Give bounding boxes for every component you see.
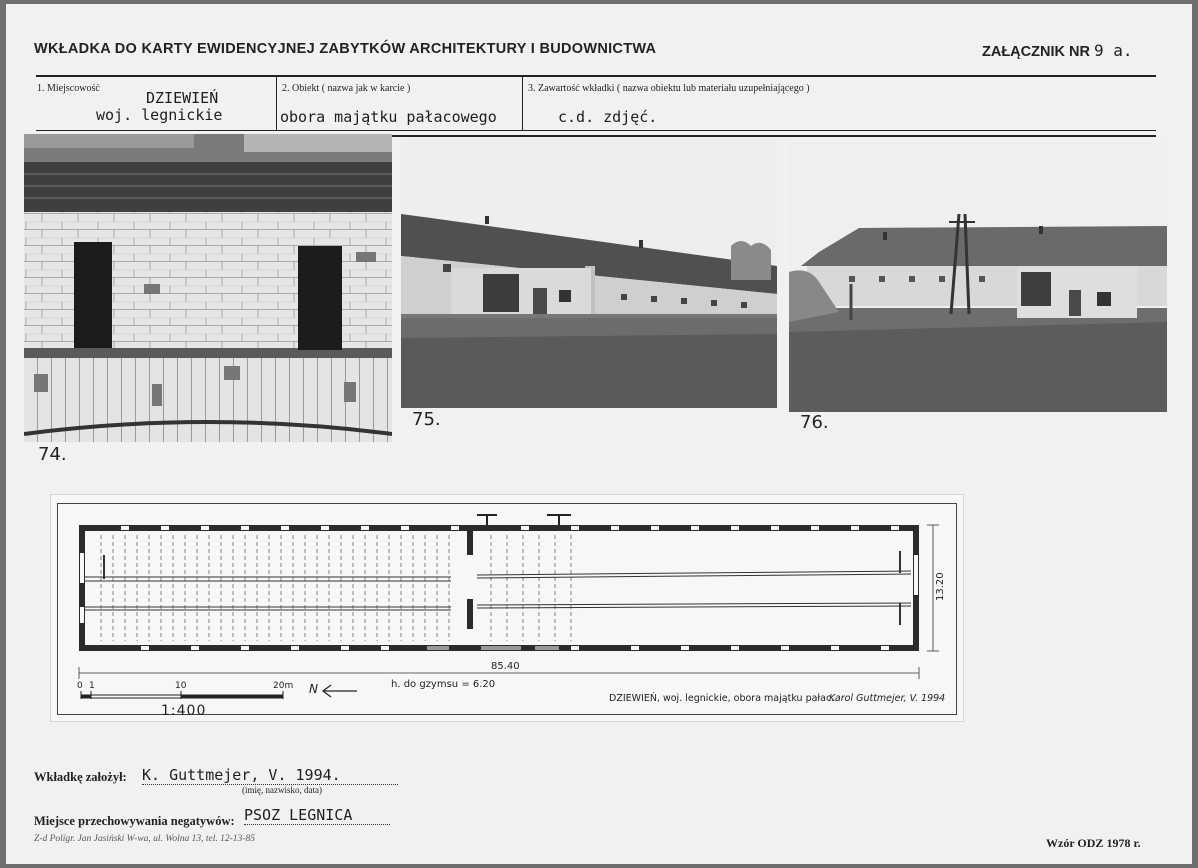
- locality-value: DZIEWIEŃ: [146, 89, 219, 107]
- contents-label: 3. Zawartość wkładki ( nazwa obiektu lub materiału uzupełniającego ): [528, 83, 810, 94]
- photo-75-number: 75.: [412, 409, 441, 430]
- founder-label: Wkładkę założył:: [34, 770, 127, 784]
- scale-tick-20m: 20m: [273, 681, 294, 691]
- annex-prefix: ZAŁĄCZNIK NR: [982, 44, 1090, 60]
- locality-label: 1. Miejscowość: [37, 83, 100, 94]
- photo-76-number: 76.: [800, 412, 829, 433]
- founder-hint: (imię, nazwisko, data): [242, 785, 322, 795]
- contents-value: c.d. zdjęć.: [558, 108, 658, 126]
- annex-label: [982, 41, 1133, 60]
- floor-plan-sheet: [50, 494, 964, 722]
- photo-76: [789, 142, 1167, 412]
- scale-tick-1: 1: [89, 681, 95, 691]
- printer-note: Z-d Polígr. Jan Jasiński W-wa, ul. Wolna 13, tel. 12-13-85: [34, 834, 255, 844]
- founder-value: K. Guttmejer, V. 1994.: [142, 766, 398, 785]
- scale-tick-10: 10: [175, 681, 187, 691]
- plan-caption: DZIEWIEŃ, woj. legnickie, obora majątku pałac.: [609, 693, 835, 704]
- column-divider-1: [276, 76, 277, 130]
- table-top-rule: [36, 75, 1156, 77]
- floor-plan: [51, 495, 963, 721]
- column-divider-2: [522, 76, 523, 130]
- object-value: obora majątku pałacowego: [280, 108, 497, 126]
- photo-74: [24, 134, 392, 442]
- plan-author: Karol Guttmejer, V. 1994: [829, 693, 946, 704]
- record-card: [6, 4, 1192, 864]
- eaves-height-note: h. do gzymsu = 6.20: [391, 679, 496, 690]
- annex-number: 9 a.: [1093, 41, 1133, 60]
- object-label: 2. Obiekt ( nazwa jak w karcie ): [282, 83, 411, 94]
- plan-length-dimension: 85.40: [491, 661, 520, 672]
- north-label: N: [309, 682, 318, 696]
- storage-value: PSOZ LEGNICA: [244, 806, 390, 825]
- plan-scale-ratio: 1:400: [161, 703, 207, 719]
- photo-74-number: 74.: [38, 444, 67, 465]
- form-id: Wzór ODZ 1978 r.: [1046, 836, 1141, 850]
- photo-75: [401, 138, 777, 408]
- scale-tick-0: 0: [77, 681, 83, 691]
- card-title: WKŁADKA DO KARTY EWIDENCYJNEJ ZABYTKÓW ARCHITEKTURY I BUDOWNICTWA: [34, 41, 657, 57]
- plan-width-dimension: 13.20: [935, 572, 946, 601]
- voivodeship-value: woj. legnickie: [96, 106, 223, 124]
- storage-label: Miejsce przechowywania negatywów:: [34, 814, 235, 828]
- table-mid-rule: [36, 130, 1156, 131]
